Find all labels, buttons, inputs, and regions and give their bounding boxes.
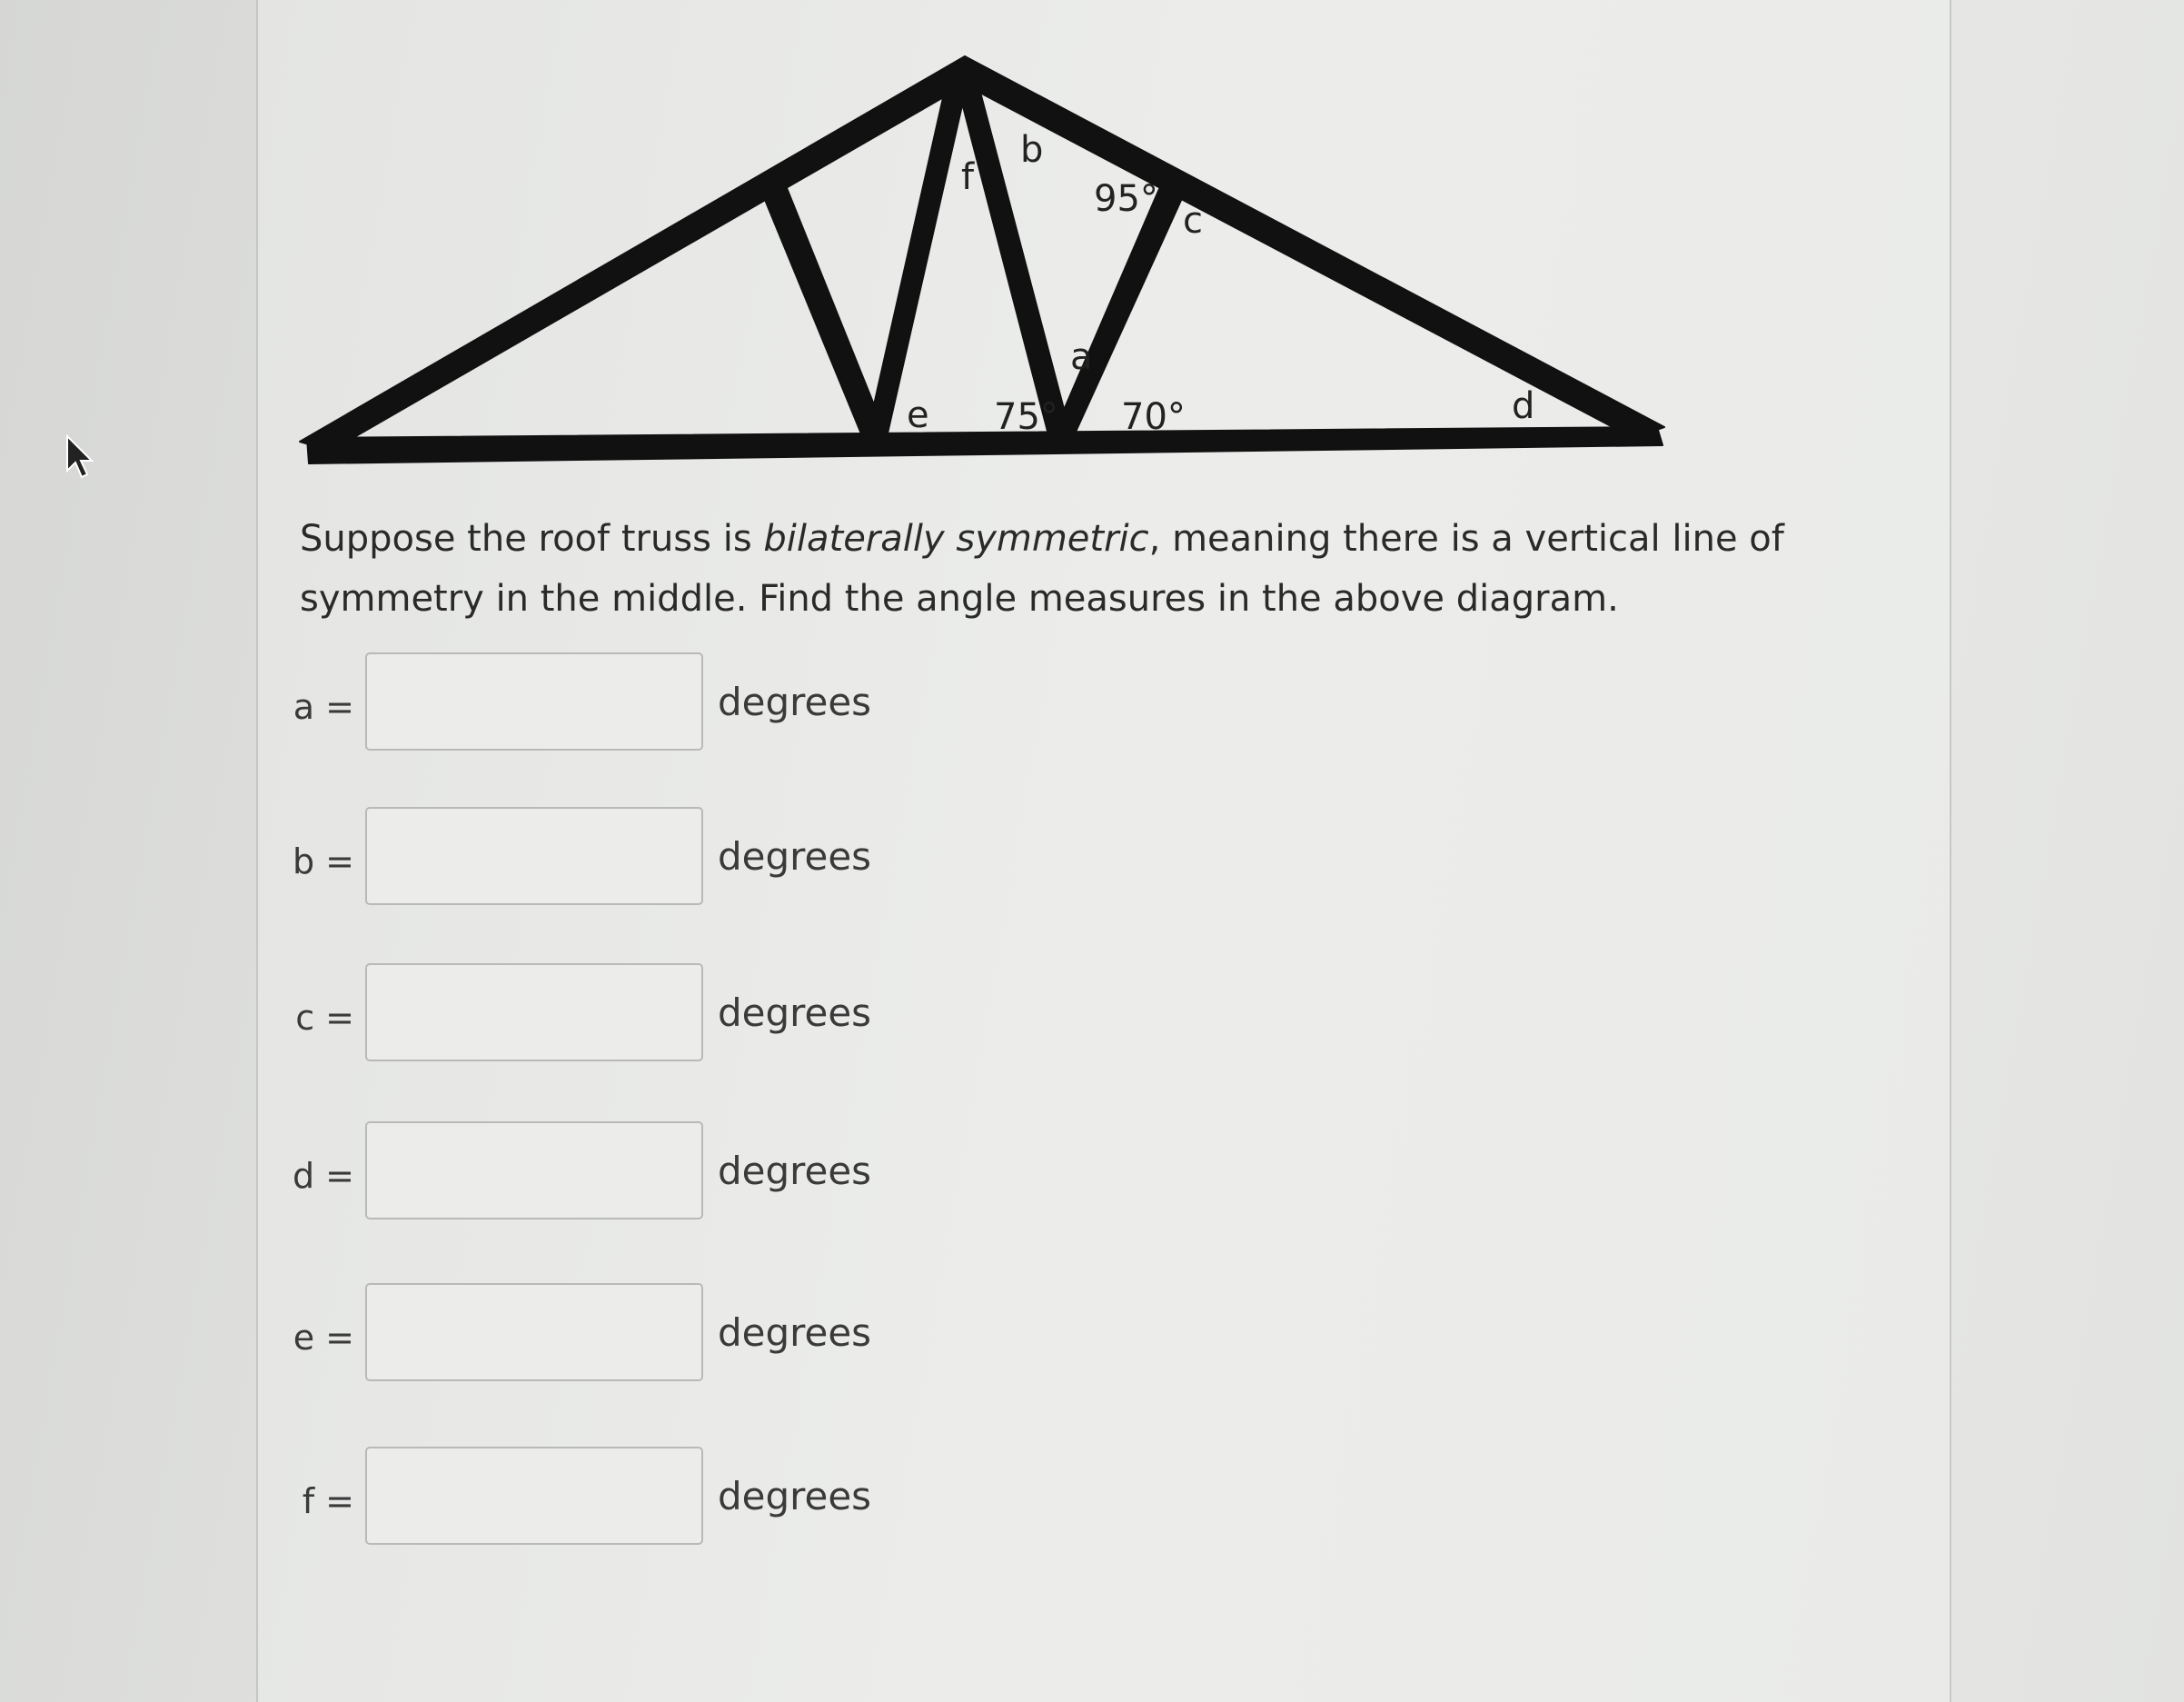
answer-row-a <box>273 652 999 761</box>
given-angle-right-bottom: 70° <box>1121 396 1186 438</box>
answer-input-e[interactable] <box>365 1283 703 1381</box>
answer-label-a: a = <box>293 687 354 727</box>
angle-label-a: a <box>1070 336 1093 378</box>
answer-row-e <box>273 1283 999 1392</box>
answer-row-b <box>273 807 999 916</box>
answer-row-d <box>273 1121 999 1230</box>
given-angle-top: 95° <box>1094 178 1158 220</box>
answer-input-f[interactable] <box>365 1447 703 1545</box>
angle-label-f: f <box>961 156 975 198</box>
truss-members <box>300 56 1664 463</box>
question-emphasis: bilaterally symmetric <box>763 518 1149 560</box>
answer-unit-c: degrees <box>718 990 872 1035</box>
given-angle-left-bottom: 75° <box>994 396 1058 438</box>
answer-row-f <box>273 1447 999 1556</box>
answer-input-c[interactable] <box>365 963 703 1061</box>
question-text-after: , meaning there is a vertical line of symmetry in the middle. Find the angle measures in the above diagram. <box>300 518 1784 620</box>
answer-label-d: d = <box>292 1156 354 1196</box>
answer-label-c: c = <box>295 998 354 1038</box>
bottom-chord <box>307 427 1663 463</box>
web-left-vertical <box>761 184 890 447</box>
answer-label-b: b = <box>292 841 354 881</box>
answer-unit-e: degrees <box>718 1310 872 1355</box>
answer-unit-d: degrees <box>718 1149 872 1193</box>
answer-unit-b: degrees <box>718 834 872 879</box>
answer-unit-a: degrees <box>718 680 872 724</box>
roof-truss-diagram <box>291 45 1672 482</box>
answer-row-c <box>273 963 999 1072</box>
question-text-before: Suppose the roof truss is <box>300 518 764 560</box>
web-center-left <box>958 82 1072 442</box>
left-rafter <box>300 56 970 451</box>
answer-input-d[interactable] <box>365 1121 703 1219</box>
mouse-cursor-icon <box>64 434 94 480</box>
angle-label-c: c <box>1183 200 1203 242</box>
answer-label-e: e = <box>293 1318 354 1358</box>
question-text <box>300 509 1917 629</box>
answer-unit-f: degrees <box>718 1474 872 1518</box>
answer-input-a[interactable] <box>365 652 703 751</box>
web-f <box>865 82 967 445</box>
answer-label-f: f = <box>302 1481 354 1521</box>
angle-label-d: d <box>1512 385 1535 427</box>
angle-label-b: b <box>1020 129 1044 171</box>
right-rafter <box>959 56 1664 438</box>
answer-input-b[interactable] <box>365 807 703 905</box>
angle-label-e: e <box>907 394 929 436</box>
